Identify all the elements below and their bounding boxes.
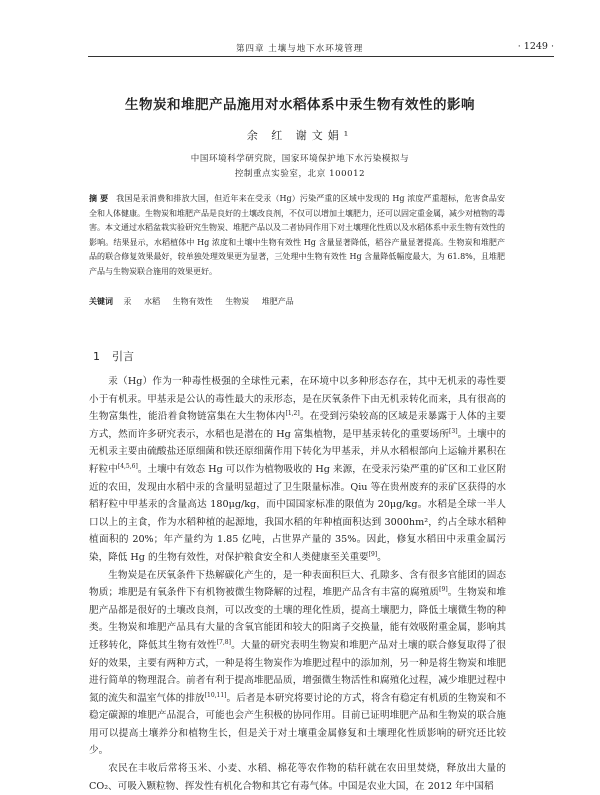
text-run: 。生物炭和堆肥产品都是很好的土壤改良剂，可以改变的土壤的理化性质，提高土壤肥力，降低土壤微生物的种类。生物炭和堆肥产品具有大量的含氧官能团和较大的阳离子交换量，能有效吸附重金属，影响其迁移转化，降低其生物有效性 [89,587,507,651]
section-number: 1 [93,350,100,363]
text-run: 。 [377,551,387,563]
paragraph-3: 农民在丰收后常将玉米、小麦、水稻、棉花等农作物的秸秆就在农田里焚烧，释放出大量的 CO₂、可吸入颗粒物、挥发性有机化合物和其它有毒气体。中国是农业大国，在 2012 年中国稻 [89,763,506,792]
citation: [1,2] [285,410,300,417]
affiliation-line-1: 中国环境科学研究院，国家环境保护地下水污染模拟与 [190,154,410,164]
affiliation-line-2: 控制重点实验室，北京 100012 [234,169,366,179]
text-run: 。大量的研究表明生物炭和堆肥产品对土壤的联合修复取得了很好的效果，主要有两种方式，一种是将生物炭作为堆肥过程中的添加剂，另一种是将生物炭和堆肥进行简单的物理混合。前者有利于提高堆肥品质，增强微生物活性和腐殖化过程，减少堆肥过程中氮的流失和温室气体的排放 [89,639,507,704]
text-run: 。后者是本研究将要讨论的方式，将含有稳定有机质的生物炭和不稳定碳源的堆肥产品混合，可能也会产生积极的协同作用。目前已证明堆肥产品和生物炭的联合施用可以提高土壤养分和植物生长，但是关于对土壤重金属修复和土壤理化性质影响的研究还比较少。 [89,692,507,757]
unit: μg/kg [389,499,418,511]
keywords [89,296,505,307]
abstract-text: 我国是汞消费和排放大国，但近年来在受汞（Hg）污染严重的区域中发现的 Hg 浓度严重超标，危害食品安全和人体健康。生物炭和堆肥产品是良好的土壤改良剂，不仅可以增加土壤肥力，还可以固定重金属，减少对植物的毒害。本文通过水稻盆栽实验研究生物炭、堆肥产品以及二者协同作用下对土壤理化性质以及水稻体系中汞生物有效性的影响。结果显示，水稻植体中 Hg 浓度和土壤中生物有效性 Hg 含量显著降低，稻谷产量显著提高。生物炭和堆肥产品的联合修复效果最好，较单独处理效果更为显著，三处理中生物有效性 Hg 含量降低幅度最大，为 61.8%，且堆肥产品与生物炭联合施用的效果更好。 [89,194,505,276]
citation: [3] [449,427,458,435]
keyword: 堆肥产品 [261,297,294,306]
running-title: 第四章 土壤与地下水环境管理 [236,44,364,54]
citation: [4,5,6] [117,462,138,470]
paper-authors: 余 红 谢文娟¹ [246,129,354,142]
keyword: 水稻 [144,297,161,306]
citation: [9] [368,550,378,558]
section-title: 引言 [112,350,134,363]
abstract [89,192,505,280]
keyword: 生物有效性 [172,297,213,306]
unit: μg/kg [228,499,257,511]
keywords-label: 关键词 [89,297,113,306]
text-run: 。土壤中的无机汞主要由硫酸盐还原细菌和铁还原细菌作用下转化为甲基汞，并从水稻根部向上运输并累积在籽粒中 [89,428,507,475]
paragraph-2 [89,567,506,761]
text-run: 。土壤中有效态 Hg 可以作为植物吸收的 Hg 来源，在受汞污染严重的矿区和工业区附近的农田，发现由水稻中汞的含量明显超过了卫生限量标准。Qiu 等在贵州废弃的汞矿区获得的水稻籽粒中甲基汞的含量高达 180 [89,463,507,511]
paper-title: 生物炭和堆肥产品施用对水稻体系中汞生物有效性的影响 [125,97,475,113]
running-header [88,40,554,57]
section-heading [93,348,134,364]
page-number: · 1249 · [517,41,554,52]
text-run: ，而中国国家标准的限值为 20 [256,499,390,511]
citation: [7,8] [216,638,231,646]
citation: [9] [439,585,448,593]
text-run: 生物炭是在厌氧条件下热解碳化产生的，是一种表面积巨大、孔隙多、含有很多官能团的固态物质；堆肥是有氧条件下有机物被微生物降解的过程，堆肥产品含有丰富的腐殖质 [89,569,506,599]
abstract-label: 摘 要 [89,194,109,203]
keyword: 汞 [123,297,132,306]
text-run: 。在受到污染较高的区域是汞暴露于人体的主要方式，然而许多研究表示，水稻也是潜在的 Hg 富集植物，是甲基汞转化的重要场所 [89,411,507,440]
text-run: 。水稻是全球一半人口以上的主食，作为水稻种植的起源地，我国水稻的年种植面积达到 3000hm²，约占全球水稻种植面积的 20%；年产量约为 1.85 亿吨，占世界产量的 35%。因此，修复水稻田中汞重金属污染，降低 Hg 的生物有效性，对保护粮食安全和人类健康至关重要 [89,499,506,563]
citation: [10,11] [204,691,227,699]
paragraph-1 [89,373,506,567]
keyword: 生物炭 [225,297,250,306]
body-text [89,373,506,795]
text-run: 汞（Hg）作为一种毒性极强的全球性元素，在环境中以多种形态存在，其中无机汞的毒性要小于有机汞。甲基汞是公认的毒性最大的汞形态，是在厌氧条件下由无机汞转化而来，具有很高的生物富集性，能沿着食物链富集在大生物体内 [89,376,506,423]
